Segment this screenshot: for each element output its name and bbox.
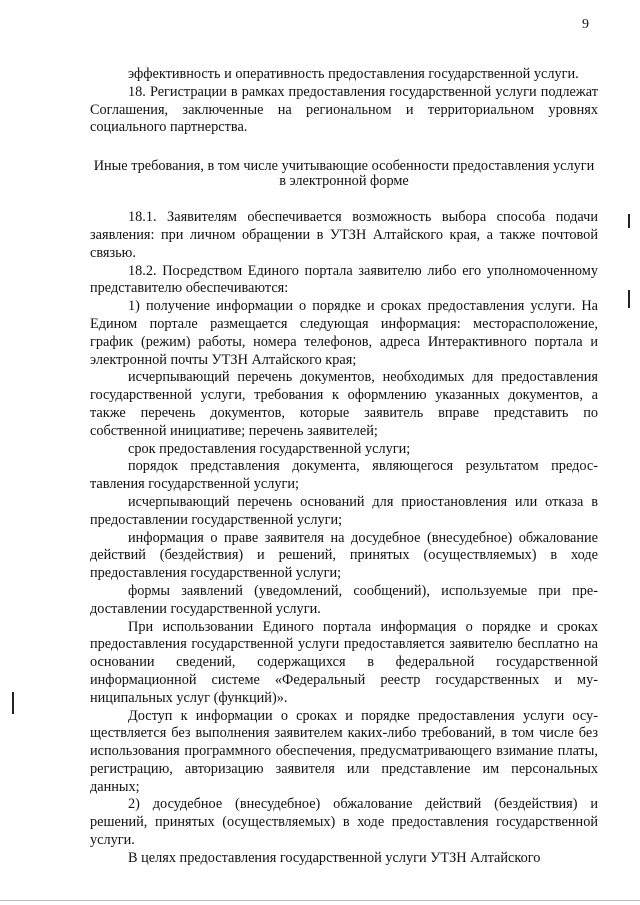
- scan-mark-right-1: [628, 214, 630, 228]
- list-item: информация о праве заявителя на досудебное (внесудебное) обжалование действий (бездействия) и решений, принятых (осуществляемых) в ходе предоставления государственной услуги;: [90, 529, 598, 582]
- scan-mark-bottom: [0, 900, 640, 901]
- document-body: [90, 66, 598, 868]
- list-item: порядок представления документа, являющегося результатом предоставления государственной услуги;: [90, 458, 598, 493]
- scan-mark-left: [12, 692, 14, 714]
- item-2-appeal: 2) досудебное (внесудебное) обжалование действий (бездействия) и решений, принятых (осуществляемых) в ходе предоставления государственной услуги.: [90, 796, 598, 849]
- list-item: исчерпывающий перечень оснований для приостановления или отказа в предоставлении государственной услуги;: [90, 493, 598, 528]
- item-1-info: 1) получение информации о порядке и сроках предоставления услуги. На Едином портале размещается следующая информация: месторасположение, график (режим) работы, номера телефонов, адреса Интерактивного портала и электронной почты УТЗН Алтайского края;: [90, 298, 598, 368]
- paragraph-access: Доступ к информации о сроках и порядке предоставления услуги осуществляется без выполнения заявителем каких-либо требований, в том числе без использования программного обеспечения, предусматривающего взимание платы, регистрацию, авторизацию заявителя или представление им персональных данных;: [90, 707, 598, 795]
- page-number: 9: [582, 17, 589, 32]
- list-item: срок предоставления государственной услуги;: [128, 440, 411, 457]
- paragraph-final: В целях предоставления государственной услуги УТЗН Алтайского: [128, 849, 541, 866]
- clause-18: 18. Регистрации в рамках предоставления государственной услуги подлежат Соглашения, заключенные на региональном и территориальном уровнях социального партнерства.: [90, 83, 598, 136]
- list-item: формы заявлений (уведомлений, сообщений), используемые при предоставлении государственной услуги.: [90, 582, 598, 617]
- section-heading: Иные требования, в том числе учитывающие особенности предоставления услуги в электронной форме: [93, 158, 595, 190]
- paragraph-portal-info: При использовании Единого портала информация о порядке и сроках предоставления государственной услуги предоставляется заявителю бесплатно на основании сведений, содержащихся в федеральной государственной информационной системе «Федеральный реестр государственных и муниципальных услуг (функций)».: [90, 618, 598, 706]
- scan-mark-right-2: [628, 290, 630, 308]
- paragraph-18-2: 18.2. Посредством Единого портала заявителю либо его уполномоченному представителю обеспечиваются:: [90, 262, 598, 297]
- lead-continuation: эффективность и оперативность предоставления государственной услуги.: [128, 66, 579, 82]
- paragraph-18-1: 18.1. Заявителям обеспечивается возможность выбора способа подачи заявления: при личном обращении в УТЗН Алтайского края, а также почтовой связью.: [90, 209, 598, 261]
- list-item: исчерпывающий перечень документов, необходимых для предоставления государственной услуги, требования к оформлению указанных документов, а также перечень документов, которые заявитель вправе представить по собственной инициативе; перечень заявителей;: [90, 369, 598, 439]
